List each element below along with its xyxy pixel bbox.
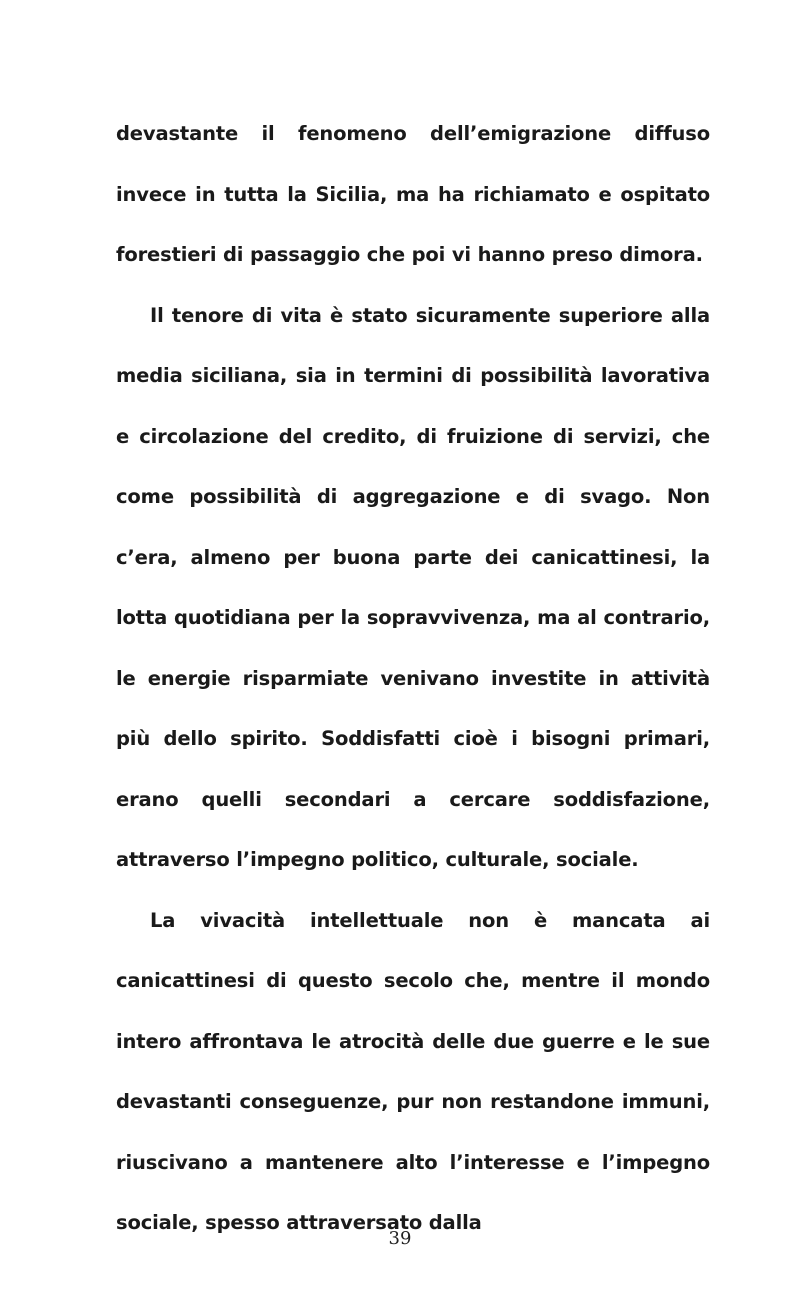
paragraph-1: devastante il fenomeno dell’emigrazione diffuso invece in tutta la Sicilia, ma ha richiamato e ospitato forestieri di passaggio che poi vi hanno preso dimora. <box>116 122 710 266</box>
paragraph-2: Il tenore di vita è stato sicuramente superiore alla media siciliana, sia in termini di possibilità lavorativa e circolazione del credito, di fruizione di servizi, che come possibilità di aggregazione e di svago. Non c’era, almeno per buona parte dei canicattinesi, la lotta quotidiana per la sopravvivenza, ma al contrario, le energie risparmiate venivano investite in attività più dello spirito. Soddisfatti cioè i bisogni primari, erano quelli secondari a cercare soddisfazione, attraverso l’impegno politico, culturale, sociale. <box>116 303 710 871</box>
page-number: 39 <box>388 1228 412 1249</box>
body-text <box>116 104 710 1254</box>
paragraph-3: La vivacità intellettuale non è mancata ai canicattinesi di questo secolo che, mentre il mondo intero affrontava le atrocità delle due guerre e le sue devastanti conseguenze, pur non restandone immuni, riuscivano a mantenere alto l’interesse e l’impegno sociale, spesso attraversato dalla <box>116 908 710 1234</box>
